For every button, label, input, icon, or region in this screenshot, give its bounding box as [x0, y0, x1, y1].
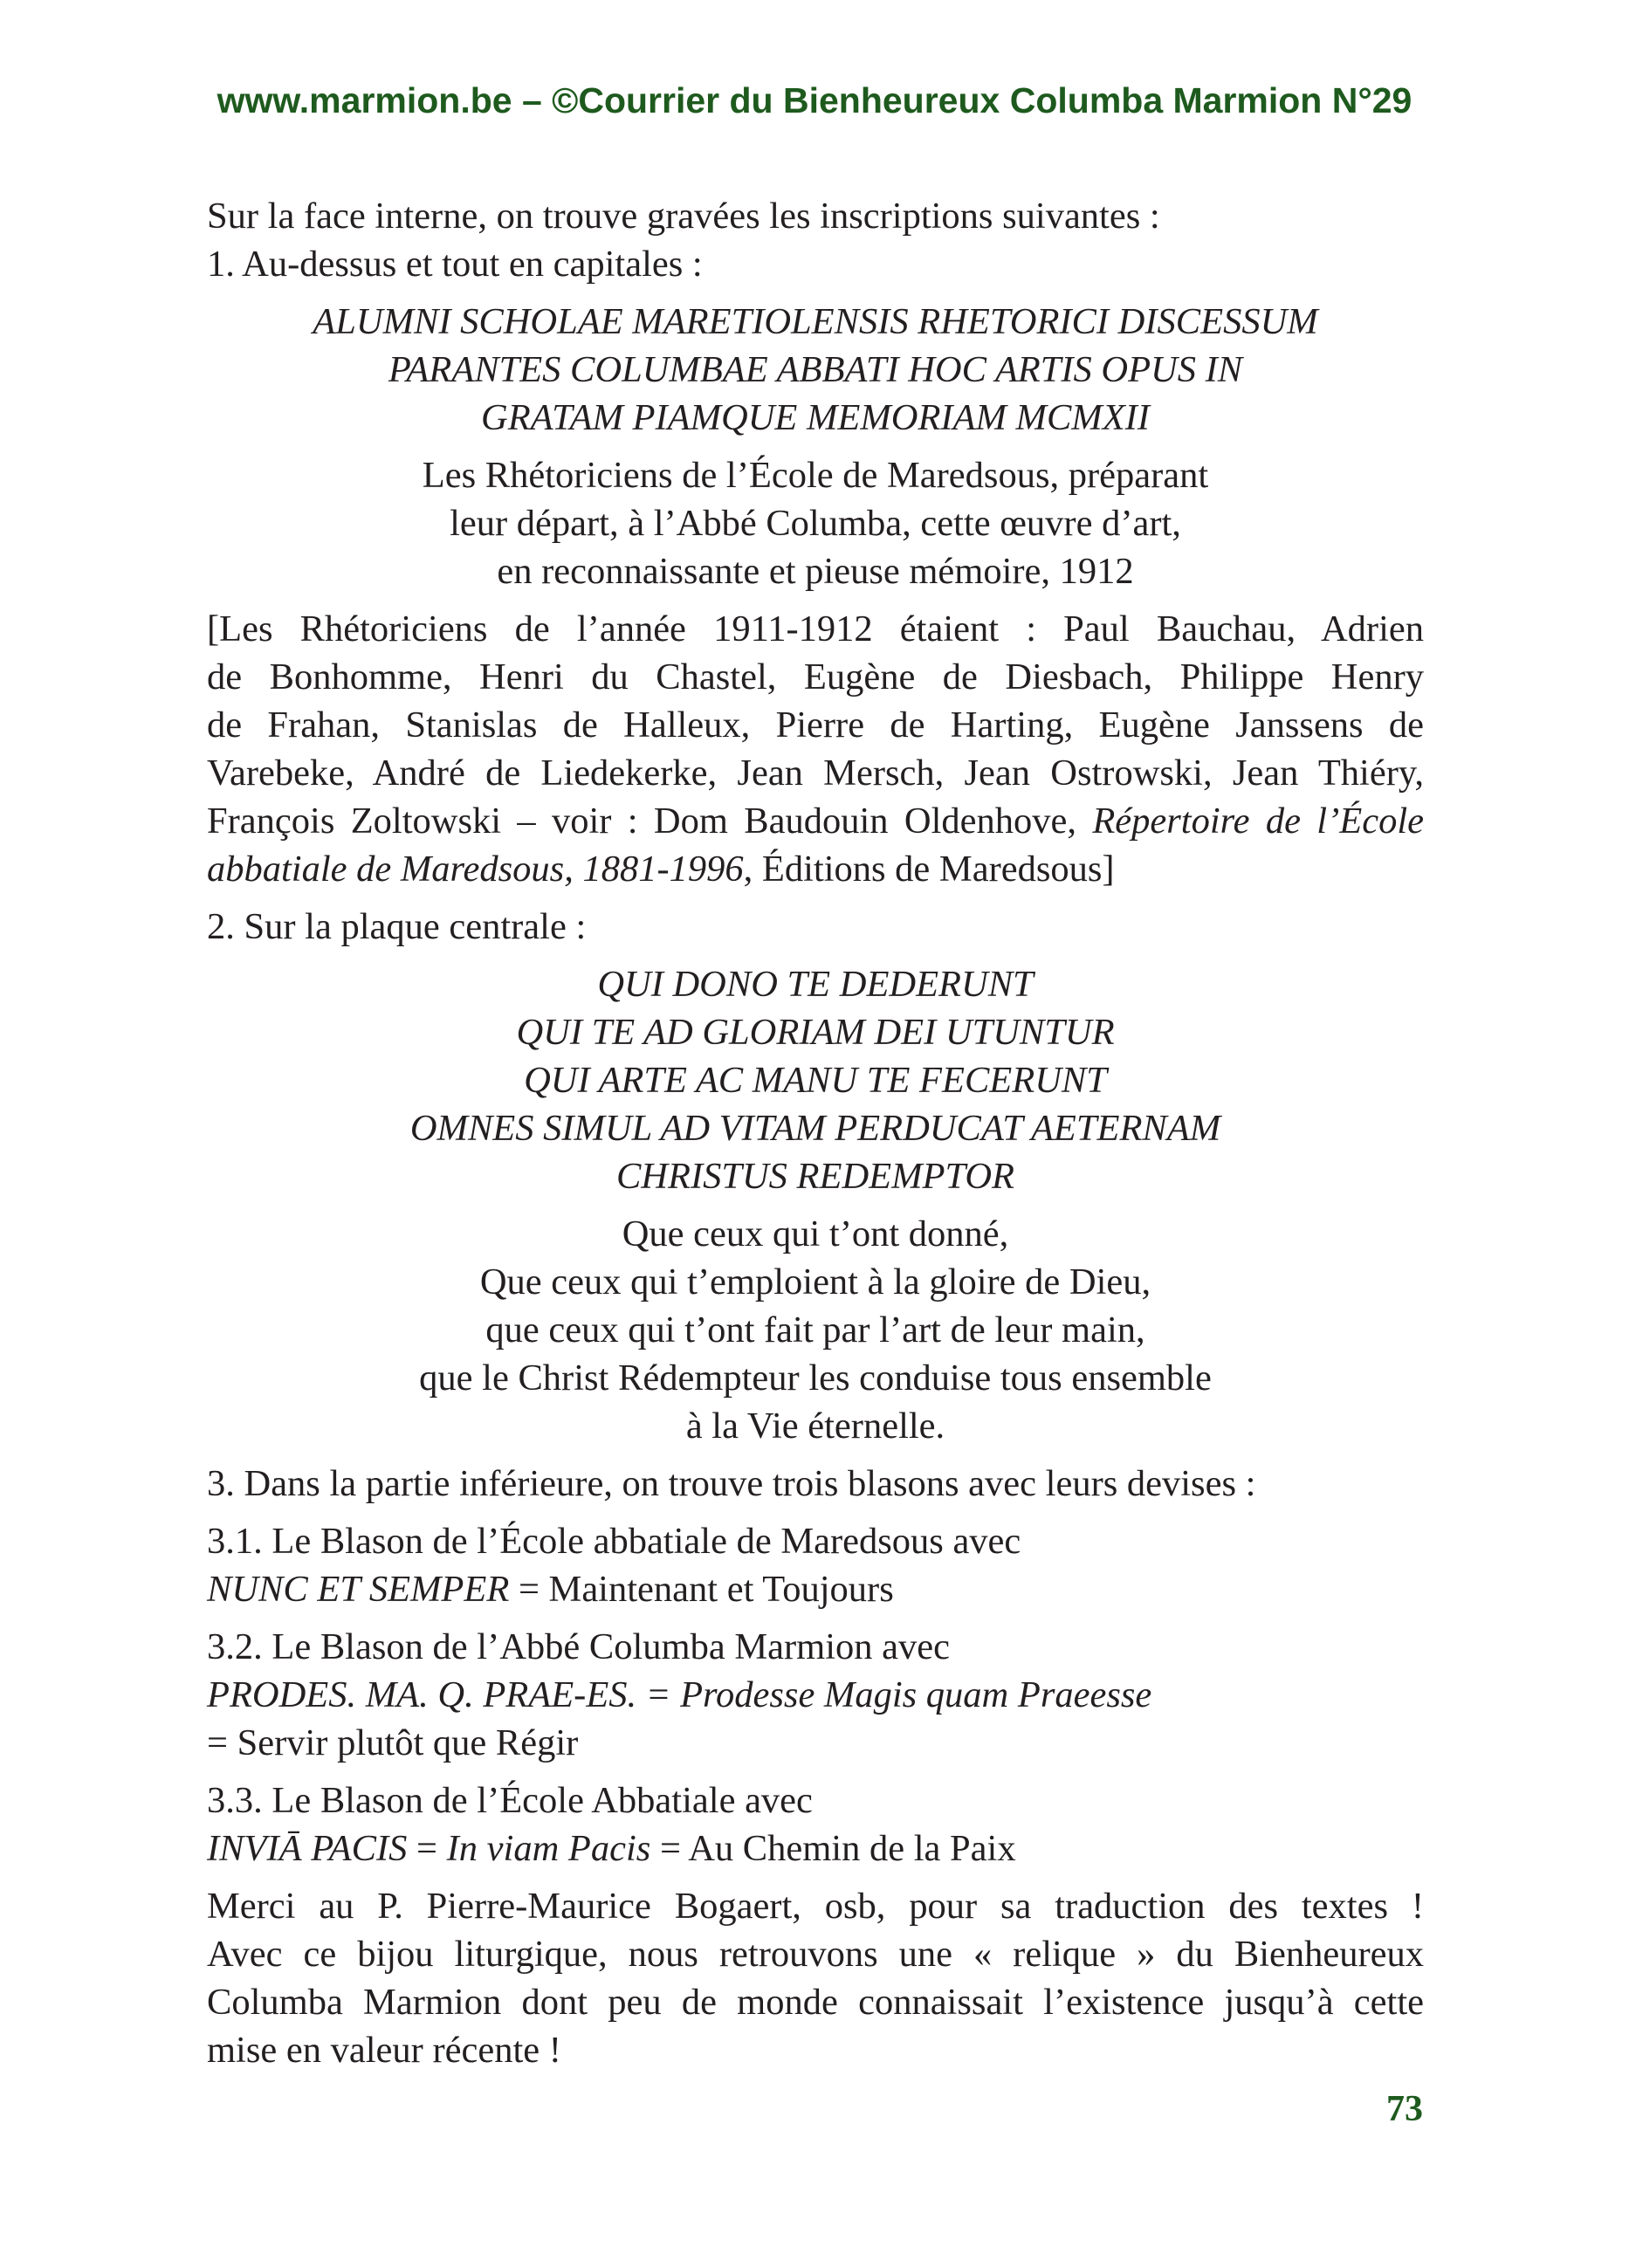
latin-line: QUI ARTE AC MANU TE FECERUNT: [524, 1060, 1107, 1101]
section1-french-translation: [207, 451, 1424, 595]
translation-line: que le Christ Rédempteur les conduise tous ensemble: [419, 1357, 1212, 1399]
section2-latin-inscription: [207, 960, 1424, 1200]
blason-motto: [207, 1565, 1424, 1613]
note-text: François Zoltowski – voir : Dom Baudouin Oldenhove,: [207, 801, 1093, 842]
section1-heading: 1. Au-dessus et tout en capitales :: [207, 244, 703, 285]
section2-heading: 2. Sur la plaque centrale :: [207, 906, 587, 947]
latin-line: OMNES SIMUL AD VITAM PERDUCAT AETERNAM: [409, 1108, 1221, 1149]
latin-line: PARANTES COLUMBAE ABBATI HOC ARTIS OPUS IN: [388, 349, 1243, 390]
latin-line: QUI TE AD GLORIAM DEI UTUNTUR: [516, 1012, 1115, 1053]
closing-line: Merci au P. Pierre-Maurice Bogaert, osb, pour sa traduction des textes !: [207, 1886, 1424, 1927]
section3-heading: 3. Dans la partie inférieure, on trouve trois blasons avec leurs devises :: [207, 1463, 1256, 1504]
translation-line: en reconnaissante et pieuse mémoire, 1912: [497, 551, 1134, 592]
motto-translation: = Servir plutôt que Régir: [207, 1722, 579, 1763]
note-line: [Les Rhétoriciens de l’année 1911-1912 étaient : Paul Bauchau, Adrien: [207, 608, 1424, 649]
translation-line: à la Vie éternelle.: [685, 1405, 945, 1447]
blason-title: 3.3. Le Blason de l’École Abbatiale avec: [207, 1780, 813, 1821]
blason-item-3: [207, 1777, 1424, 1873]
note-line: [207, 797, 1424, 845]
closing-paragraph: [207, 1882, 1424, 2074]
page-header: www.marmion.be – ©Courrier du Bienheureux Columba Marmion N°29: [217, 80, 1412, 120]
translation-line: Les Rhétoriciens de l’École de Maredsous, préparant: [422, 455, 1209, 496]
motto-latin: INVIĀ PACIS: [207, 1828, 408, 1869]
blason-item-1: [207, 1517, 1424, 1613]
note-text: , Éditions de Maredsous]: [743, 849, 1115, 890]
translation-line: Que ceux qui t’emploient à la gloire de Dieu,: [479, 1261, 1151, 1302]
closing-line: mise en valeur récente !: [207, 2030, 561, 2071]
page-number: 73: [1386, 2089, 1423, 2129]
closing-line: Avec ce bijou liturgique, nous retrouvons une « relique » du Bienheureux: [207, 1934, 1424, 1975]
latin-line: ALUMNI SCHOLAE MARETIOLENSIS RHETORICI DISCESSUM: [313, 301, 1318, 342]
motto-translation: = Au Chemin de la Paix: [650, 1828, 1016, 1869]
note-line: de Frahan, Stanislas de Halleux, Pierre de Harting, Eugène Janssens de: [207, 704, 1424, 746]
closing-line: Columba Marmion dont peu de monde connaissait l’existence jusqu’à cette: [207, 1982, 1424, 2023]
motto-latin: PRODES. MA. Q. PRAE-ES. = Prodesse Magis quam Praeesse: [207, 1674, 1152, 1715]
note-line: [207, 845, 1424, 893]
latin-line: GRATAM PIAMQUE MEMORIAM MCMXII: [481, 397, 1150, 438]
note-line: de Bonhomme, Henri du Chastel, Eugène de Diesbach, Philippe Henry: [207, 656, 1424, 698]
translation-line: Que ceux qui t’ont donné,: [622, 1213, 1009, 1254]
latin-line: QUI DONO TE DEDERUNT: [597, 964, 1034, 1005]
blason-item-2: [207, 1623, 1424, 1767]
section2-french-translation: [207, 1210, 1424, 1450]
blason-motto: [207, 1825, 1424, 1873]
translation-line: leur départ, à l’Abbé Columba, cette œuvre d’art,: [450, 503, 1181, 544]
blason-title: 3.2. Le Blason de l’Abbé Columba Marmion avec: [207, 1626, 950, 1667]
note-line: Varebeke, André de Liedekerke, Jean Mersch, Jean Ostrowski, Jean Thiéry,: [207, 753, 1424, 794]
section1-latin-inscription: [207, 298, 1424, 442]
section1-note: [207, 605, 1424, 893]
latin-line: CHRISTUS REDEMPTOR: [615, 1156, 1015, 1197]
motto-latin-expanded: In viam Pacis: [446, 1828, 651, 1869]
book-title: Répertoire de l’École: [1092, 801, 1424, 842]
intro-text: Sur la face interne, on trouve gravées les inscriptions suivantes :: [207, 196, 1160, 237]
book-title: abbatiale de Maredsous, 1881-1996: [207, 849, 744, 890]
page-body: [207, 192, 1424, 2074]
translation-line: que ceux qui t’ont fait par l’art de leur main,: [485, 1309, 1145, 1350]
blason-title: 3.1. Le Blason de l’École abbatiale de Maredsous avec: [207, 1521, 1021, 1562]
motto-separator: =: [407, 1828, 447, 1869]
motto-latin: NUNC ET SEMPER: [207, 1569, 510, 1610]
motto-translation: = Maintenant et Toujours: [509, 1569, 894, 1610]
